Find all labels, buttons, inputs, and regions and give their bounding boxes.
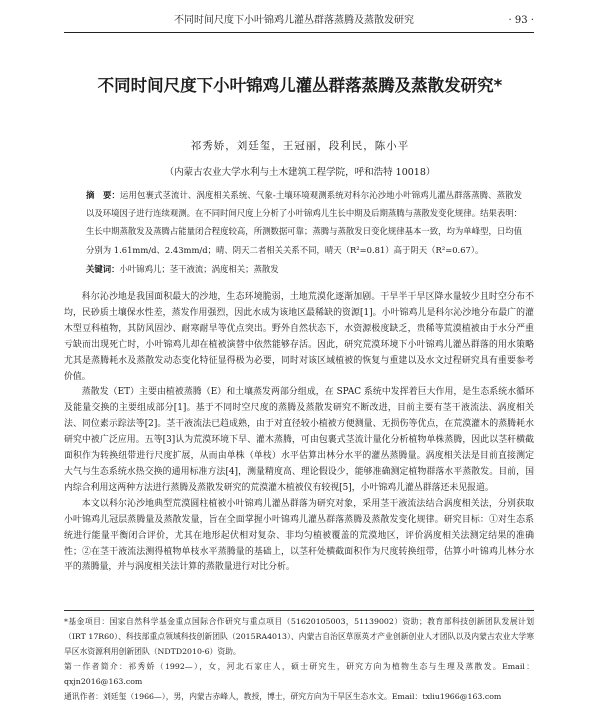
keywords-label: 关键词： <box>86 264 120 274</box>
affiliation: （内蒙古农业大学水利与土木建筑工程学院，呼和浩特 10018） <box>164 167 436 178</box>
article-title: 不同时间尺度下小叶锦鸡儿灌丛群落蒸腾及蒸散发研究* <box>97 76 503 95</box>
author-list: 祁秀娇，刘廷玺，王冠丽，段利民，陈小平 <box>190 140 410 152</box>
abstract <box>86 186 522 259</box>
paragraph-objectives: 本文以科尔沁沙地典型荒漠圆柱植被小叶锦鸡儿灌丛群落为研究对象，采用茎干液流法结合涡度相关法，分别获取小叶锦鸡儿冠层蒸腾量及蒸散发量，旨在全面掌握小叶锦鸡儿灌丛群落蒸腾及蒸散发变化规律。研究目标：①对生态系统进行能量平衡闭合评价，尤其在地形起伏相对复杂、非均匀植被覆盖的荒漠地区，评价涡度相关法测定结果的准确性；②在茎干液流法测得植物单枝水平蒸腾量的基础上，以茎秆处横截面积作为尺度转换纽带，估算小叶锦鸡儿林分水平的蒸腾量，并与涡度相关法计算的蒸散量进行对比分析。 <box>64 498 534 573</box>
keywords <box>86 261 522 277</box>
keywords-text: 小叶锦鸡儿；茎干液流；涡度相关；蒸散发 <box>119 264 279 274</box>
footnote-first-author: 第一作者简介：祁秀娇（1992—），女，河北石家庄人，硕士研究生，研究方向为植物生态与生理及蒸散发。Email：qxjn2016@163.com <box>64 662 534 686</box>
paragraph-introduction: 科尔沁沙地是我国面积最大的沙地，生态环境脆弱，土地荒漠化逐渐加剧。干旱半干旱区降水量较少且时空分布不均，民砂质土壤保水性差，蒸发作用强烈，因此水成为该地区最稀缺的资源[1]。小叶锦鸡儿是科尔沁沙地分布最广的灌木型豆科植物，其防风固沙、耐寒耐旱等优点突出。野外自然状态下，水资源极度缺乏，贵稀等荒漠植被由于水分严重亏缺而出现死亡时，小叶锦鸡儿却在植被演替中依然能够存活。因此，研究荒漠环境下小叶锦鸡儿灌丛群落的用水策略尤其是蒸腾耗水及蒸散发动态变化特征显得极为必要，同时对该区域植被的恢复与重建以及水文过程研究具有重要参考价值。 <box>64 292 534 382</box>
footnote-funding: *基金项目：国家自然科学基金重点国际合作研究与重点项目（51620105003，51139002）资助；教育部科技创新团队发展计划（IRT 17R60）、科技部重点领域科技创新团队（2015RA4013）、内蒙古自治区草原英才产业创新创业人才团队以及内蒙古农业大学寒旱区水资源利用创新团队（NDTD2010-6）资助。 <box>64 617 534 656</box>
running-header <box>64 10 534 33</box>
body-text <box>64 290 534 576</box>
footnotes <box>64 610 534 704</box>
page-number: · 93 · <box>508 15 534 26</box>
abstract-text: 运用包裹式茎流计、涡度相关系统、气象-土壤环境观测系统对科尔沁沙地小叶锦鸡儿灌丛群落蒸腾、蒸散发以及环境因子进行连续观测。在不同时间尺度上分析了小叶锦鸡儿生长中期及后期蒸腾与蒸散发变化规律。结果表明：生长中期蒸散发及蒸腾占能量闭合程度较高，所测数据可靠；蒸腾与蒸散发日变化规律基本一致，均为单峰型，日均值分别为 1.61mm/d、2.43mm/d；晴、阴天二者相关关系不同，晴天（R²=0.81）高于阴天（R²=0.67）。 <box>86 190 523 255</box>
running-title: 不同时间尺度下小叶锦鸡儿灌丛群落蒸腾及蒸散发研究 <box>174 15 414 26</box>
footnote-corresponding-author: 通讯作者：刘廷玺（1966—），男，内蒙古赤峰人，教授，博士，研究方向为干旱区生态水文。Email：txliu1966@163.com <box>64 692 502 701</box>
abstract-label: 摘 要： <box>86 190 120 200</box>
paragraph-methods-review: 蒸散发（ET）主要由植被蒸腾（E）和土壤蒸发两部分组成，在 SPAC 系统中发挥着巨大作用，是生态系统水循环及能量交换的主要组成部分[1]。基于不同时空尺度的蒸腾及蒸散发研究不断改进，目前主要有茎干液流法、涡度相关法、同位素示踪法等[2]。茎干液流法已趋成熟，由于对直径较小植被方便测量、无损伤等优点，在荒漠灌木的蒸腾耗水研究中被广泛应用。五等[3]认为荒漠环境下早、灌木蒸腾，可由包裹式茎流计量化分析植物单株蒸腾，因此以茎秆横截面积作为转换纽带进行尺度扩展，从而由单株（单枝）水平估算出林分水平的灌丛蒸腾量。涡度相关法是目前直接测定大气与生态系统水热交换的通用标准方法[4]，测量精度高、理论假设少，能够准确测定植物群落水平蒸散发。目前，国内综合利用这两种方法进行蒸腾及蒸散发研究的荒漠灌木植被仪有较视[5]，小叶锦鸡儿灌丛群落还未见报道。 <box>64 387 534 493</box>
